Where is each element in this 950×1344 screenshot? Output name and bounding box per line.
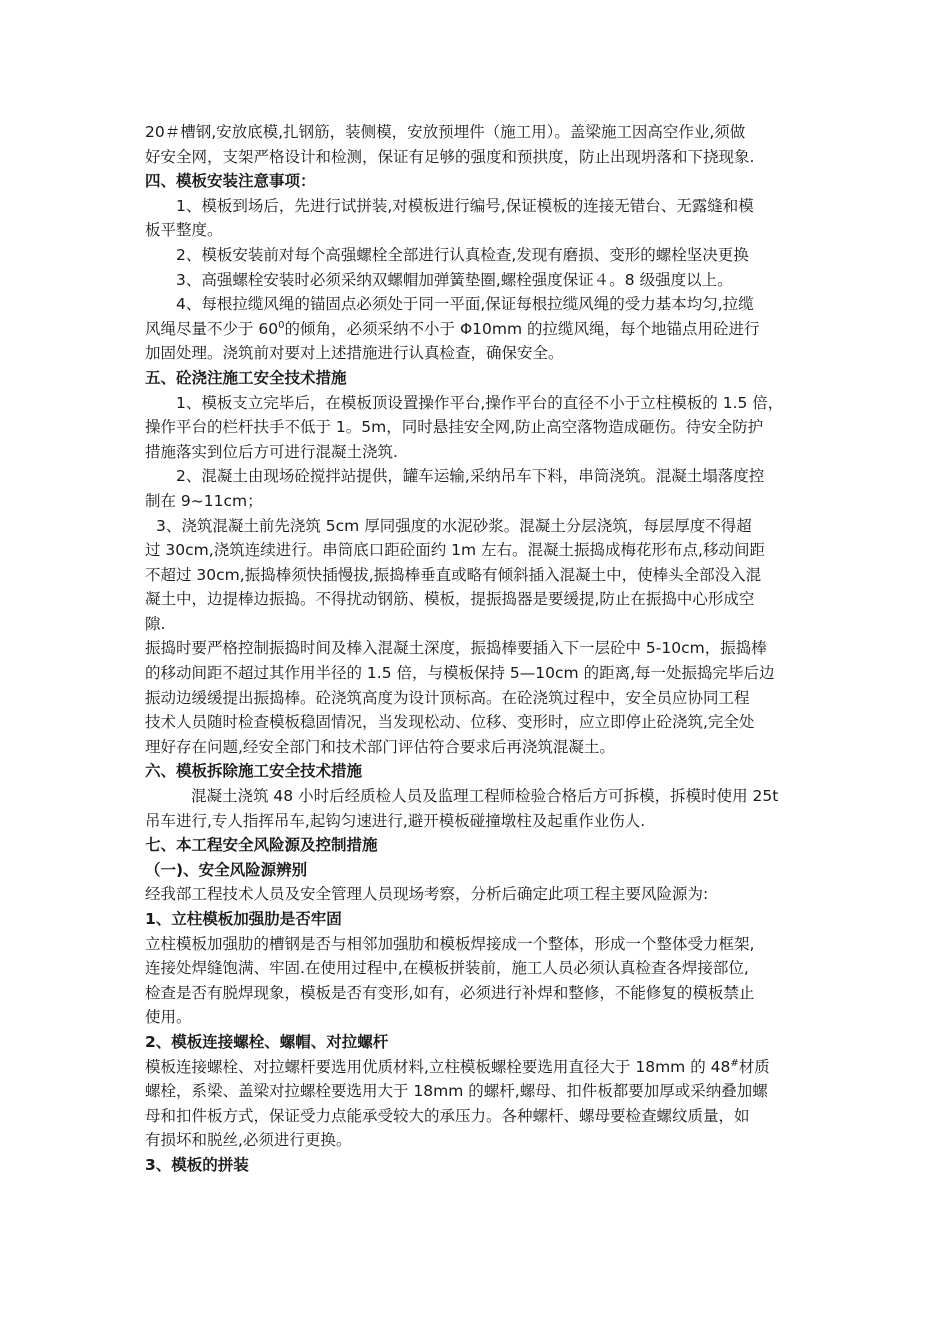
body-text: 检查是否有脱焊现象，模板是否有变形,如有，必须进行补焊和整修，不能修复的模板禁止 <box>145 983 755 1002</box>
document-page <box>145 120 810 1178</box>
section-heading: 四、模板安装注意事项： <box>145 172 316 191</box>
body-text: 经我部工程技术人员及安全管理人员现场考察，分析后确定此项工程主要风险源为: <box>145 885 709 904</box>
body-text <box>145 317 810 342</box>
body-text: 螺栓，系梁、盖梁对拉螺栓要选用大于 18mm 的螺杆,螺母、扣件板都要加厚或采纳叠加螺 <box>145 1082 768 1101</box>
subsection-heading: （一)、安全风险源辨别 <box>145 860 308 879</box>
text-segment: 模板连接螺栓、对拉螺杆要选用优质材料,立柱模板螺栓要选用直径大于 18mm 的 48 <box>145 1057 731 1076</box>
body-text: 振动边缓缓提出振捣棒。砼浇筑高度为设计顶标高。在砼浇筑过程中，安全员应协同工程 <box>145 688 750 707</box>
subsection-heading: 2、模板连接螺栓、螺帽、对拉螺杆 <box>145 1032 389 1051</box>
list-item: 2、混凝土由现场砼搅拌站提供，罐车运输,采纳吊车下料，串筒浇筑。混凝土塌落度控 <box>176 467 765 486</box>
list-item: 3、高强螺栓安装时必须采纳双螺帽加弹簧垫圈,螺栓强度保证４。8 级强度以上。 <box>176 270 733 289</box>
text-segment: 材质 <box>738 1057 770 1076</box>
body-text: 加固处理。浇筑前对要对上述措施进行认真检查，确保安全。 <box>145 344 564 363</box>
body-text: 板平整度。 <box>145 221 223 240</box>
body-text: 有损坏和脱丝,必须进行更换。 <box>145 1131 352 1150</box>
body-text: 不超过 30cm,振捣棒须快插慢拔,振捣棒垂直或略有倾斜插入混凝土中，使棒头全部没入混 <box>145 565 762 584</box>
body-text: 技术人员随时检查模板稳固情况，当发现松动、位移、变形时，应立即停止砼浇筑,完全处 <box>145 713 755 732</box>
list-item: 4、每根拉缆风绳的锚固点必须处于同一平面,保证每根拉缆风绳的受力基本均匀,拉缆 <box>176 295 754 314</box>
body-text: 吊车进行,专人指挥吊车,起钩匀速进行,避开模板碰撞墩柱及起重作业伤人. <box>145 811 646 830</box>
list-item: 1、模板到场后，先进行试拼装,对模板进行编号,保证模板的连接无错台、无露缝和模 <box>176 196 754 215</box>
superscript: 0 <box>278 319 285 331</box>
body-text: 凝土中，边提棒边振捣。不得扰动钢筋、模板，提振捣器是要缓提,防止在振捣中心形成空 <box>145 590 755 609</box>
subsection-heading: 3、模板的拼装 <box>145 1155 249 1174</box>
superscript: # <box>730 1057 739 1069</box>
body-text: 母和扣件板方式，保证受力点能承受较大的承压力。各种螺杆、螺母要检查螺纹质量，如 <box>145 1106 750 1125</box>
section-heading: 六、模板拆除施工安全技术措施 <box>145 762 363 781</box>
body-text: 操作平台的栏杆扶手不低于 1。5m，同时悬挂安全网,防止高空落物造成砸伤。待安全防护 <box>145 418 764 437</box>
body-text: 措施落实到位后方可进行混凝土浇筑. <box>145 442 398 461</box>
body-text: 制在 9~11cm； <box>145 491 263 510</box>
body-text: 过 30cm,浇筑连续进行。串筒底口距砼面约 1m 左右。混凝土振捣成梅花形布点,移动间距 <box>145 541 765 560</box>
body-text <box>145 1055 810 1080</box>
body-text: 好安全网，支架严格设计和检测，保证有足够的强度和预拱度，防止出现坍落和下挠现象. <box>145 147 755 166</box>
body-text: 隙. <box>145 614 166 633</box>
body-text: 连接处焊缝饱满、牢固.在使用过程中,在模板拼装前，施工人员必须认真检查各焊接部位, <box>145 959 749 978</box>
list-item: 2、模板安装前对每个高强螺栓全部进行认真检查,发现有磨损、变形的螺栓坚决更换 <box>176 245 749 264</box>
list-item: 1、模板支立完毕后，在模板顶设置操作平台,操作平台的直径不小于立柱模板的 1.5 倍， <box>176 393 784 412</box>
body-text: 理好存在问题,经安全部门和技术部门评估符合要求后再浇筑混凝土。 <box>145 737 615 756</box>
body-text: 振捣时要严格控制振捣时间及棒入混凝土深度，振捣棒要插入下一层砼中 5-10cm，振捣棒 <box>145 639 767 658</box>
body-text: 的移动间距不超过其作用半径的 1.5 倍，与模板保持 5—10cm 的距离,每一处振捣完毕后边 <box>145 664 775 683</box>
subsection-heading: 1、立柱模板加强肋是否牢固 <box>145 910 342 928</box>
text-segment: 的倾角，必须采纳不小于 Φ10mm 的拉缆风绳，每个地锚点用砼进行 <box>284 319 760 338</box>
body-text: 立柱模板加强肋的槽钢是否与相邻加强肋和模板焊接成一个整体，形成一个整体受力框架, <box>145 934 755 953</box>
body-text: 使用。 <box>145 1008 192 1027</box>
section-heading: 五、砼浇注施工安全技术措施 <box>145 368 347 387</box>
body-text: 20＃槽钢,安放底模,扎钢筋，装侧模，安放预埋件（施工用）。盖梁施工因高空作业,须做 <box>145 123 746 141</box>
text-segment: 风绳尽量不少于 60 <box>145 319 279 338</box>
list-item: 3、浇筑混凝土前先浇筑 5cm 厚同强度的水泥砂浆。混凝土分层浇筑，每层厚度不得超 <box>156 516 752 535</box>
section-heading: 七、本工程安全风险源及控制措施 <box>145 836 378 855</box>
body-text: 混凝土浇筑 48 小时后经质检人员及监理工程师检验合格后方可拆模，拆模时使用 25t <box>191 787 779 806</box>
